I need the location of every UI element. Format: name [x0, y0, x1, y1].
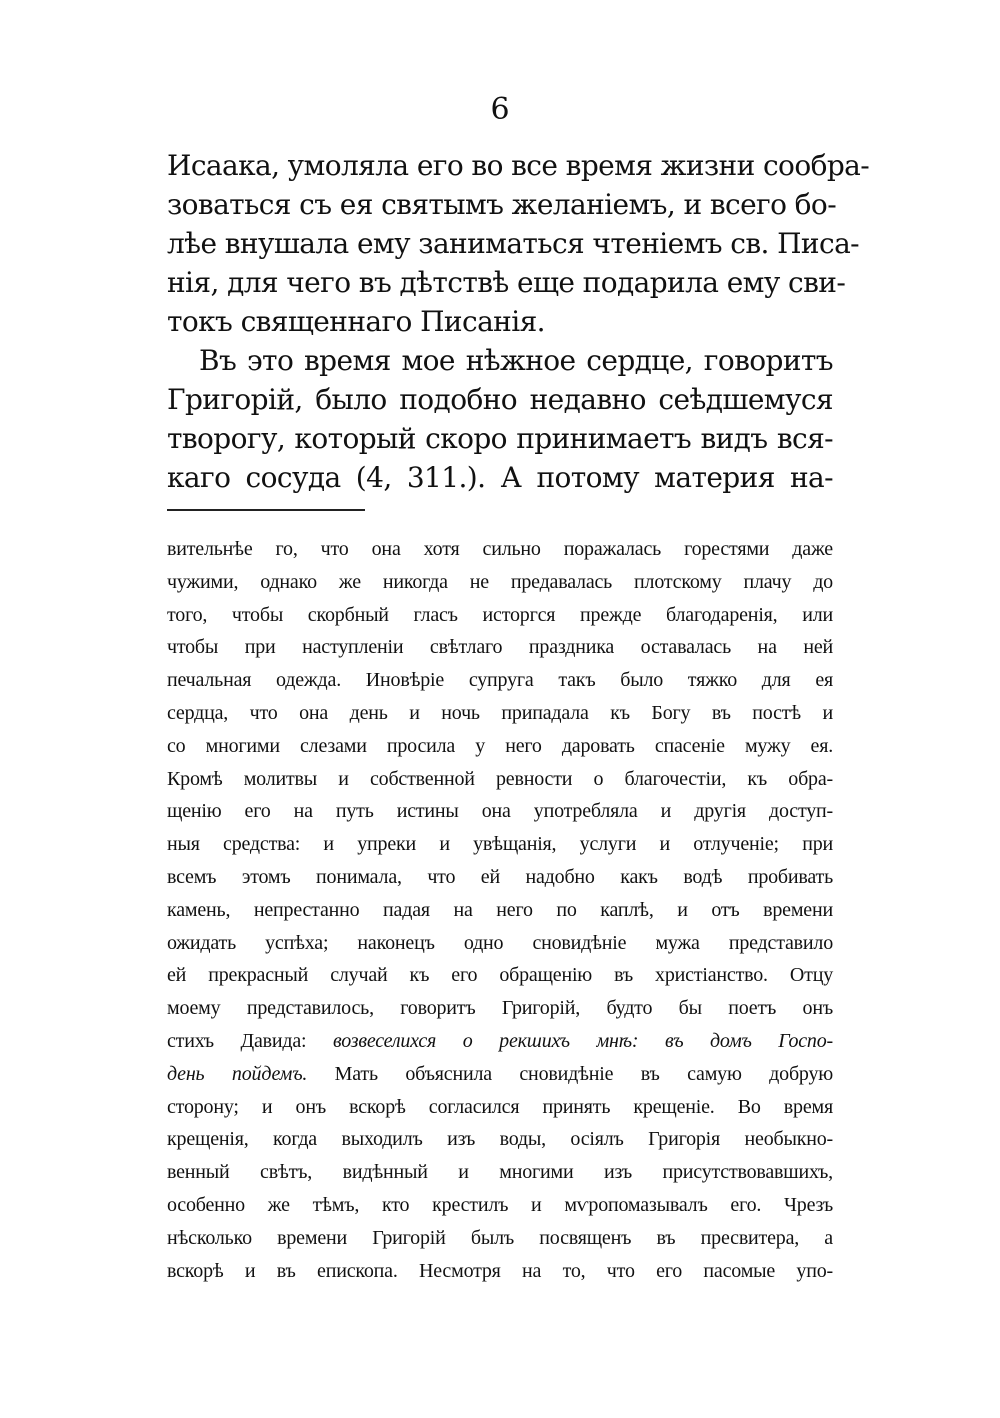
footnote-block [167, 533, 833, 1287]
main-text-line: Въ это время мое нѣжное сердце, говоритъ [199, 344, 833, 377]
footnote-line: вскорѣ и въ епископа. Несмотря на то, что его пасомые упо- [167, 1259, 833, 1282]
page-number: 6 [490, 92, 510, 127]
footnote-line: всемъ этомъ понимала, что ей надобно какъ водѣ пробивать [167, 865, 833, 888]
footnote-separator-rule [167, 509, 365, 511]
footnote-line: сторону; и онъ вскорѣ согласился принять крещеніе. Во время [167, 1095, 833, 1118]
main-text-line: токъ священнаго Писанія. [167, 305, 545, 338]
psalm-quote-italic: день пойдемъ. [167, 1062, 308, 1085]
main-text-line: зоваться съ ея святымъ желаніемъ, и всего бо- [167, 188, 837, 221]
footnote-line: моему представилось, говоритъ Григорій, будто бы поетъ онъ [167, 997, 833, 1020]
footnote-line: ныя средства: и упреки и увѣщанія, услуги и отлученіе; при [167, 833, 833, 856]
footnote-line: крещенія, когда выходилъ изъ воды, осіялъ Григорія необыкно- [167, 1128, 833, 1151]
footnote-line: нѣсколько времени Григорій былъ посвященъ въ пресвитера, а [167, 1226, 833, 1249]
footnote-line: вительнѣе го, что она хотя сильно поражалась горестями даже [167, 538, 833, 560]
footnote-line-with-quote [167, 1058, 833, 1091]
footnote-line: со многими слезами просила у него даровать спасеніе мужу ея. [167, 734, 833, 757]
footnote-plain-text: Мать объяснила сновидѣніе въ самую добрую [307, 1062, 833, 1085]
main-text-line: творогу, который скоро принимаетъ видъ вся- [167, 422, 833, 455]
footnote-line: Кромѣ молитвы и собственной ревности о благочестіи, къ обра- [167, 767, 833, 790]
footnote-line: особенно же тѣмъ, кто крестилъ и мѵропомазывалъ его. Чрезъ [167, 1193, 833, 1216]
footnote-line: сердца, что она день и ночь припадала къ Богу въ постѣ и [167, 701, 833, 724]
footnote-line: ожидать успѣха; наконецъ одно сновидѣніе мужа представило [167, 931, 833, 954]
footnote-line: чтобы при наступленіи свѣтлаго праздника оставалась на ней [167, 636, 833, 659]
main-text-line: нія, для чего въ дѣтствѣ еще подарила ему сви- [167, 266, 846, 299]
footnote-line: того, чтобы скорбный гласъ исторгся прежде благодаренія, или [167, 603, 833, 626]
footnote-line-with-quote [167, 1025, 833, 1058]
footnote-line: чужими, однако же никогда не предавалась плотскому плачу до [167, 570, 833, 593]
footnote-line: венный свѣтъ, видѣнный и многими изъ присутствовавшихъ, [167, 1161, 833, 1184]
main-text-line: Григорій, было подобно недавно сеѣдшемуся [167, 383, 833, 416]
main-text-line: каго сосуда (4, 311.). А потому материя на- [167, 461, 833, 494]
main-text-block [167, 146, 870, 497]
footnote-line: ей прекрасный случай къ его обращенію въ христіанство. Отцу [167, 964, 833, 987]
main-text-line: Исаака, умоляла его во все время жизни сообра- [167, 149, 870, 182]
psalm-quote-italic: возвеселихся о рекшихъ мнѣ: въ домъ Госпо- [333, 1029, 833, 1052]
footnote-line: камень, непрестанно падая на него по каплѣ, и отъ времени [167, 898, 833, 921]
main-text-line: лѣе внушала ему заниматься чтеніемъ св. Писа- [167, 227, 860, 260]
footnote-line: печальная одежда. Иновѣріе супруга такъ было тяжко для ея [167, 669, 833, 692]
footnote-plain-text: стихъ Давида: [167, 1029, 334, 1052]
footnote-line: щенію его на путь истины она употребляла и другія доступ- [167, 800, 833, 823]
